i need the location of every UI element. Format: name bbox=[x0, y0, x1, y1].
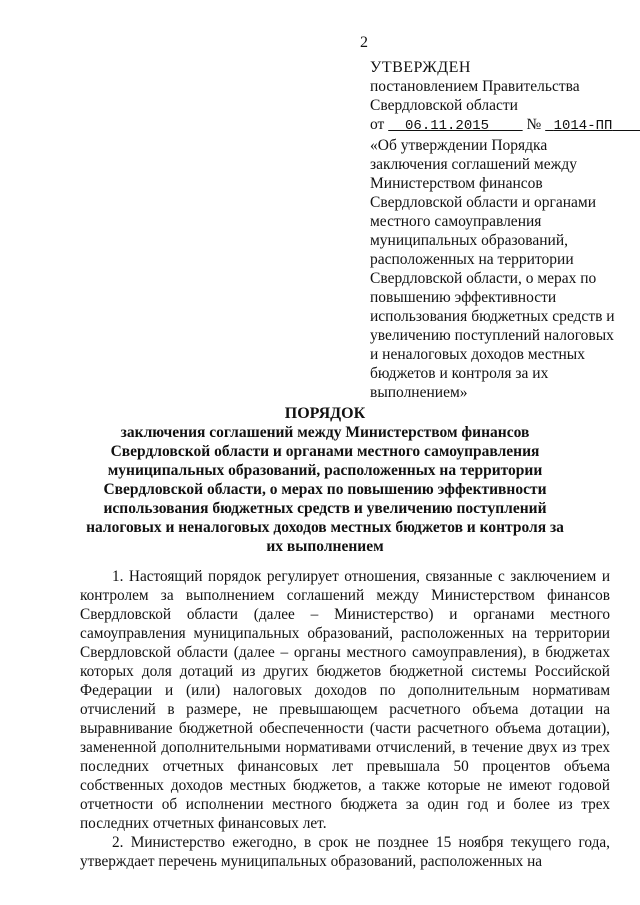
decree-number: 1014-ПП bbox=[553, 118, 613, 134]
document-title: ПОРЯДОК bbox=[284, 405, 366, 422]
decree-date: 06.11.2015 bbox=[405, 118, 490, 134]
approval-block bbox=[370, 58, 620, 402]
approval-stamp-title: УТВЕРЖДЕН bbox=[370, 59, 471, 76]
number-prefix: № bbox=[526, 116, 542, 133]
page-number: 2 bbox=[360, 34, 368, 51]
document-heading bbox=[80, 404, 570, 556]
paragraph-1: 1. Настоящий порядок регулирует отношения, связанные с заключением и контролем за выполнением соглашений между Министерством финансов Свердловской области (далее – Министерство) и органами местного самоуправления муниципальных образований, расположенных на территории Свердловской области (далее – органы местного самоуправления), в бюджетах которых доля дотаций из других бюджетов бюджетной системы Российской Федерации и (или) налоговых доходов по дополнительным нормативам отчислений в размере, не превышающем расчетного объема дотации на выравнивание бюджетной обеспеченности (части расчетного объема дотации), замененной дополнительными нормативами отчислений, в течение двух из трех последних отчетных финансовых лет превышала 50 процентов объема собственных доходов местных бюджетов, а также которые не имеют годовой отчетности об исполнении местного бюджета за один год и более из трех последних отчетных финансовых лет. bbox=[80, 568, 610, 832]
approval-by-line: постановлением Правительства bbox=[370, 78, 580, 95]
document-body bbox=[80, 567, 610, 871]
decree-title: «Об утверждении Порядка заключения соглашений между Министерством финансов Свердловской области и органами местного самоуправления муниципальных образований, расположенных на территории Свердловской области, о мерах по повышению эффективности использования бюджетных средств и увеличению поступлений налоговых и неналоговых доходов местных бюджетов и контроля за их выполнением» bbox=[370, 137, 615, 401]
document-subtitle: заключения соглашений между Министерством финансов Свердловской области и органами местного самоуправления муниципальных образований, расположенных на территории Свердловской области, о мерах по повышению эффективности использования бюджетных средств и увеличению поступлений налоговых и неналоговых доходов местных бюджетов и контроля за их выполнением bbox=[86, 424, 564, 555]
approval-region-line: Свердловской области bbox=[370, 97, 518, 114]
date-prefix: от bbox=[370, 116, 385, 133]
paragraph-2: 2. Министерство ежегодно, в срок не позднее 15 ноября текущего года, утверждает перечень муниципальных образований, расположенных на bbox=[80, 834, 610, 870]
approval-date-line bbox=[370, 115, 620, 136]
